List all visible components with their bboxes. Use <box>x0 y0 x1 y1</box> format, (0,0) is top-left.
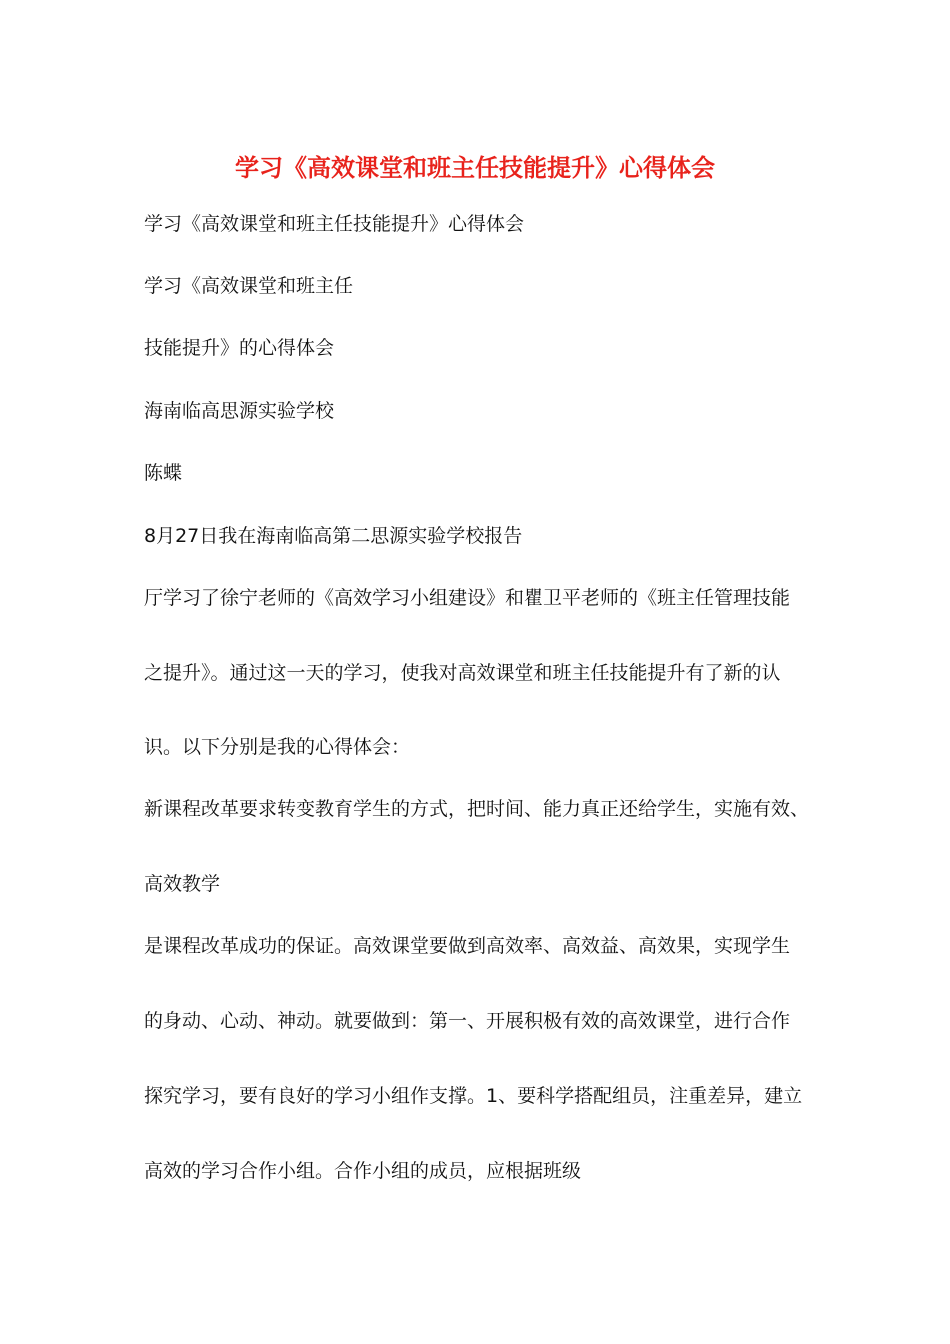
text-line: 学习《高效课堂和班主任 <box>144 275 354 297</box>
text-line: 高效的学习合作小组。合作小组的成员，应根据班级 <box>144 1160 582 1182</box>
document-title: 学习《高效课堂和班主任技能提升》心得体会 <box>235 154 715 182</box>
text-line: 陈蝶 <box>144 462 183 484</box>
text-line: 学习《高效课堂和班主任技能提升》心得体会 <box>144 213 525 235</box>
text-line: 识。以下分别是我的心得体会： <box>144 736 411 758</box>
text-line: 是课程改革成功的保证。高效课堂要做到高效率、高效益、高效果，实现学生 <box>144 935 791 957</box>
text-line: 高效教学 <box>144 873 221 895</box>
text-line: 海南临高思源实验学校 <box>144 400 335 422</box>
text-line: 技能提升》的心得体会 <box>144 337 335 359</box>
text-line: 之提升》。通过这一天的学习，使我对高效课堂和班主任技能提升有了新的认 <box>144 662 781 684</box>
text-line: 厅学习了徐宁老师的《高效学习小组建设》和瞿卫平老师的《班主任管理技能 <box>144 587 791 609</box>
text-line: 新课程改革要求转变教育学生的方式，把时间、能力真正还给学生，实施有效、 <box>144 798 810 820</box>
text-line: 的身动、心动、神动。就要做到：第一、开展积极有效的高效课堂，进行合作 <box>144 1010 791 1032</box>
text-line: 8月27日我在海南临高第二思源实验学校报告 <box>144 525 523 547</box>
text-line: 探究学习，要有良好的学习小组作支撑。1、要科学搭配组员，注重差异，建立 <box>144 1085 803 1107</box>
